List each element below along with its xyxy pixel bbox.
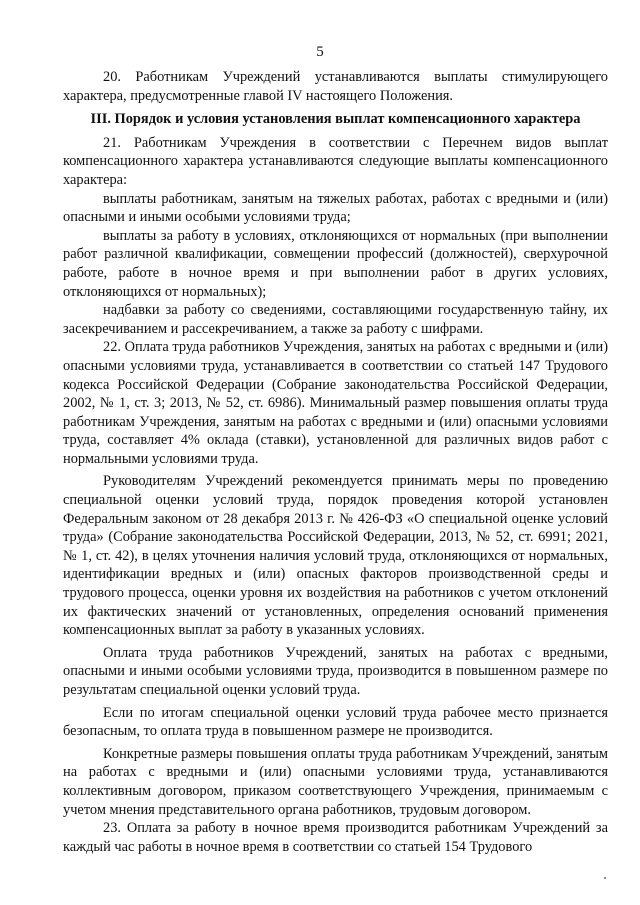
paragraph-22-increased-pay: Оплата труда работников Учреждений, занятых на работах с вредными, опасными и иными особыми условиями труда, производится в повышенном размере по результатам специальной оценки условий труда. <box>63 644 608 698</box>
paragraph-20: 20. Работникам Учреждений устанавливаются выплаты стимулирующего характера, предусмотренные главой IV настоящего Положения. <box>63 69 608 104</box>
section-heading-iii: III. Порядок и условия установления выплат компенсационного характера <box>90 111 581 128</box>
page-number: 5 <box>316 44 324 60</box>
paragraph-21-item-c: надбавки за работу со сведениями, составляющими государственную тайну, их засекречиванием и рассекречиванием, а также за работу с шифрами. <box>63 302 608 337</box>
paragraph-21-item-a: выплаты работникам, занятым на тяжелых работах, работах с вредными и (или) опасными и иными особыми условиями труда; <box>63 190 608 226</box>
paragraph-21-item-b: выплаты за работу в условиях, отклоняющихся от нормальных (при выполнении работ различной квалификации, совмещении профессий (должностей), сверхурочной работе, работе в ночное время и при выполнении работ в других условиях, отклоняющихся от нормальных); <box>63 227 608 300</box>
paragraph-22-assessment: Руководителям Учреждений рекомендуется принимать меры по проведению специальной оценки условий труда, порядок проведения которой установлен Федеральным законом от 28 декабря 2013 г. № 426-ФЗ «О специальной оценке условий труда» (Собрание законодательства Российской Федерации, 2013, № 52, ст. 6991; 2021, № 1, ст. 42), в целях уточнения наличия условий труда, отклоняющихся от нормальных, идентификации вредных и (или) опасных факторов производственной среды и трудового процесса, оценки уровня их воздействия на работников с учетом отклонений их фактических значений от установленных, определения оснований применения компенсационных выплат за работу в указанных условиях. <box>63 473 608 639</box>
paragraph-23: 23. Оплата за работу в ночное время производится работникам Учреждений за каждый час работы в ночное время в соответствии со статьей 154 Трудового <box>63 820 608 855</box>
scan-mark <box>604 877 606 879</box>
paragraph-22: 22. Оплата труда работников Учреждения, занятых на работах с вредными и (или) опасными условиями труда, устанавливается в соответствии со статьей 147 Трудового кодекса Российской Федерации (Собрание законодательства Российской Федерации, 2002, № 1, ст. 3; 2013, № 52, ст. 6986). Минимальный размер повышения оплаты труда работникам Учреждения, занятым на работах с вредными и (или) опасными условиями труда, составляет 4% оклада (ставки), установленной для различных видов работ с нормальными условиями труда. <box>63 339 608 467</box>
paragraph-22-safe-workplace: Если по итогам специальной оценки условий труда рабочее место признается безопасным, то оплата труда в повышенном размере не производится. <box>63 704 608 740</box>
paragraph-22-specific-amounts: Конкретные размеры повышения оплаты труда работникам Учреждений, занятым на работах с вредными и (или) опасными условиями труда, устанавливаются коллективным договором, приказом соответствующего Учреждения, принимаемым с учетом мнения представительного органа работников, трудовым договором. <box>63 745 608 818</box>
document-body <box>63 68 608 856</box>
paragraph-21: 21. Работникам Учреждения в соответствии с Перечнем видов выплат компенсационного характера устанавливаются следующие выплаты компенсационного характера: <box>63 134 608 188</box>
